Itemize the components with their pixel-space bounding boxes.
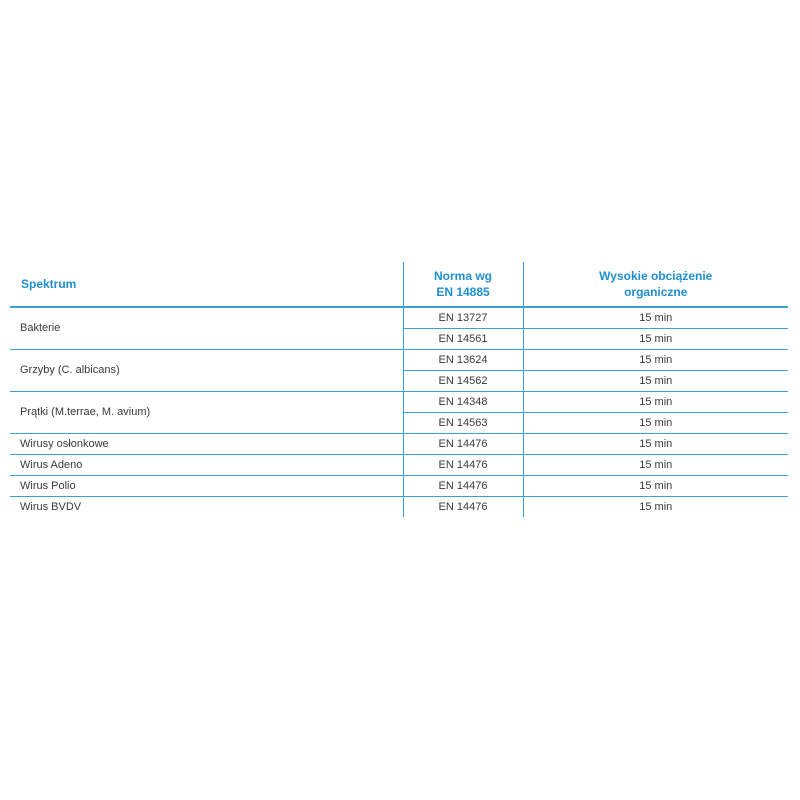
cell-time: 15 min (523, 391, 788, 412)
header-norm-line2: EN 14885 (436, 285, 490, 299)
table-row (10, 433, 788, 454)
cell-norm: EN 14348 (403, 391, 523, 412)
cell-spectrum: Wirus Adeno (10, 454, 403, 475)
header-load-line1: Wysokie obciążenie (599, 269, 713, 283)
header-load-line2: organiczne (624, 285, 688, 299)
cell-spectrum: Wirus Polio (10, 475, 403, 496)
table-row (10, 307, 788, 328)
cell-time: 15 min (523, 370, 788, 391)
cell-time: 15 min (523, 496, 788, 517)
cell-spectrum: Wirus BVDV (20, 500, 82, 513)
header-organic-load (523, 262, 788, 307)
cell-norm: EN 14563 (403, 412, 523, 433)
table-row (10, 349, 788, 370)
cell-norm: EN 14562 (403, 370, 523, 391)
cell-spectrum: Grzyby (C. albicans) (10, 349, 403, 391)
table-row (10, 496, 788, 517)
header-norm (403, 262, 523, 307)
cell-norm: EN 14476 (403, 433, 523, 454)
cell-time: 15 min (523, 349, 788, 370)
header-spectrum: Spektrum (10, 262, 403, 307)
cell-norm: EN 14561 (403, 328, 523, 349)
cell-spectrum: Bakterie (10, 307, 403, 349)
spectrum-table (10, 262, 788, 517)
cell-spectrum: Wirusy osłonkowe (10, 433, 403, 454)
table-row (10, 454, 788, 475)
cell-time: 15 min (523, 307, 788, 328)
cell-time: 15 min (523, 454, 788, 475)
table-header-row (10, 262, 788, 307)
table-row (10, 475, 788, 496)
cell-time: 15 min (523, 433, 788, 454)
cell-norm: EN 14476 (403, 475, 523, 496)
cell-time: 15 min (523, 412, 788, 433)
cell-norm: EN 14476 (403, 496, 523, 517)
table-row (10, 391, 788, 412)
cell-spectrum: Prątki (M.terrae, M. avium) (10, 391, 403, 433)
cell-time: 15 min (523, 475, 788, 496)
cell-norm: EN 14476 (403, 454, 523, 475)
cell-norm: EN 13727 (403, 307, 523, 328)
cell-norm: EN 13624 (403, 349, 523, 370)
cell-time: 15 min (523, 328, 788, 349)
header-norm-line1: Norma wg (433, 269, 492, 283)
